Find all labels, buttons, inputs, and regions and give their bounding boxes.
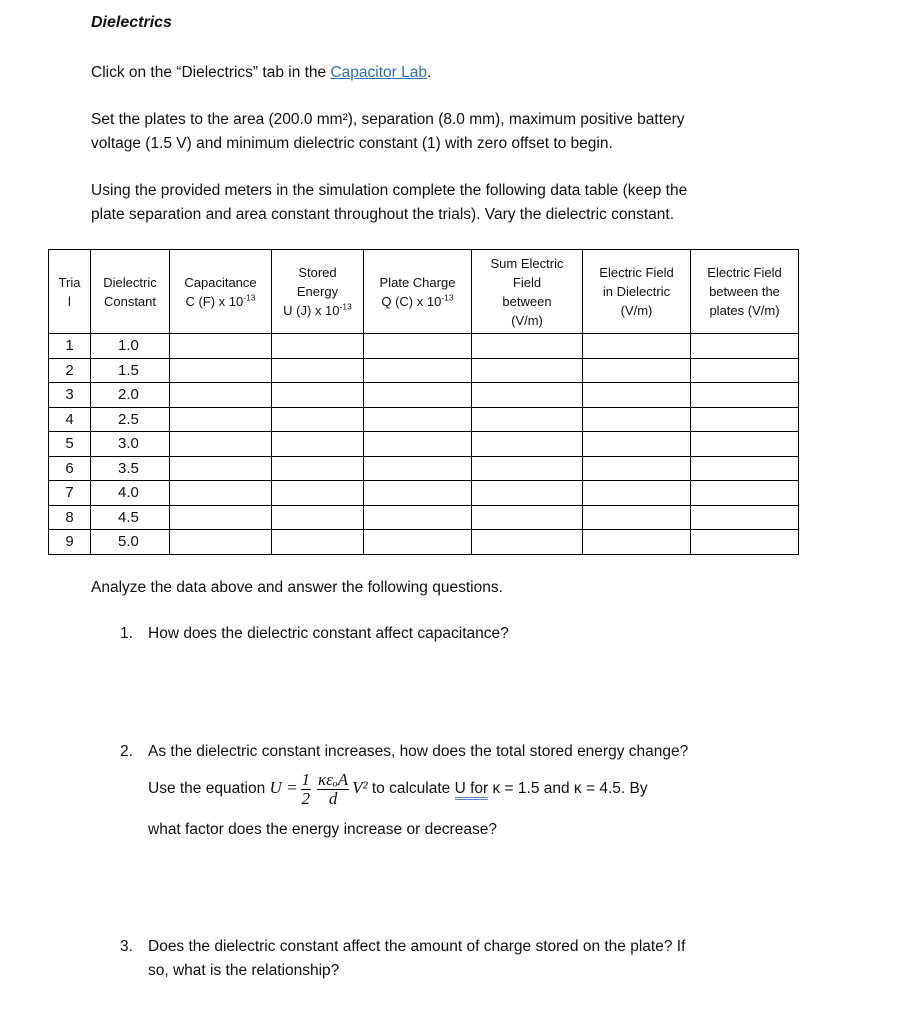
- dielectric-constant-cell: 1.0: [91, 334, 170, 359]
- empty-data-cell[interactable]: [272, 481, 364, 506]
- empty-data-cell[interactable]: [691, 456, 799, 481]
- dielectric-constant-cell: 4.0: [91, 481, 170, 506]
- energy-equation: U = $\frac{1}{2}$ $\frac{\text{κεₒA}}{d}$ V²: [269, 769, 368, 808]
- table-row: [49, 456, 799, 481]
- empty-data-cell[interactable]: [364, 358, 472, 383]
- data-table: [48, 249, 799, 555]
- setup-line-2: voltage (1.5 V) and minimum dielectric constant (1) with zero offset to begin.: [91, 135, 613, 152]
- header-sum-electric-field: Sum Electric Field between (V/m): [472, 250, 583, 334]
- dielectric-constant-cell: 2.5: [91, 407, 170, 432]
- header-dielectric-constant: Dielectric Constant: [91, 250, 170, 334]
- empty-data-cell[interactable]: [583, 432, 691, 457]
- table-row: [49, 407, 799, 432]
- instructions-line-2: plate separation and area constant throughout the trials). Vary the dielectric constant.: [91, 206, 675, 223]
- header-trial: Tria l: [49, 250, 91, 334]
- empty-data-cell[interactable]: [472, 481, 583, 506]
- empty-data-cell[interactable]: [691, 481, 799, 506]
- question-3-line-1: Does the dielectric constant affect the amount of charge stored on the plate? If: [148, 938, 686, 955]
- question-2-line-1: As the dielectric constant increases, how does the total stored energy change?: [148, 743, 689, 760]
- empty-data-cell[interactable]: [170, 530, 272, 555]
- intro-suffix: .: [427, 64, 432, 81]
- empty-data-cell[interactable]: [170, 505, 272, 530]
- dielectric-constant-cell: 3.5: [91, 456, 170, 481]
- empty-data-cell[interactable]: [364, 505, 472, 530]
- question-3-line-2: so, what is the relationship?: [148, 962, 340, 979]
- trial-number-cell: 4: [49, 407, 91, 432]
- question-3-number: 3.: [120, 938, 133, 955]
- empty-data-cell[interactable]: [472, 432, 583, 457]
- empty-data-cell[interactable]: [583, 481, 691, 506]
- empty-data-cell[interactable]: [583, 407, 691, 432]
- empty-data-cell[interactable]: [472, 383, 583, 408]
- dielectric-constant-cell: 3.0: [91, 432, 170, 457]
- header-field-in-dielectric: Electric Field in Dielectric (V/m): [583, 250, 691, 334]
- instructions-paragraph: [91, 179, 811, 227]
- question-2: [120, 740, 688, 764]
- empty-data-cell[interactable]: [691, 530, 799, 555]
- trial-number-cell: 9: [49, 530, 91, 555]
- empty-data-cell[interactable]: [472, 530, 583, 555]
- empty-data-cell[interactable]: [364, 383, 472, 408]
- header-plate-charge: Plate Charge Q (C) x $10^{-13}$: [364, 250, 472, 334]
- table-row: [49, 358, 799, 383]
- question-2-number: 2.: [120, 743, 133, 760]
- empty-data-cell[interactable]: [364, 456, 472, 481]
- trial-number-cell: 7: [49, 481, 91, 506]
- empty-data-cell[interactable]: [364, 432, 472, 457]
- capacitor-lab-link[interactable]: Capacitor Lab: [330, 64, 427, 81]
- empty-data-cell[interactable]: [472, 505, 583, 530]
- question-2-equation-line: [148, 768, 648, 809]
- table-row: [49, 432, 799, 457]
- empty-data-cell[interactable]: [691, 358, 799, 383]
- empty-data-cell[interactable]: [272, 432, 364, 457]
- table-row: [49, 334, 799, 359]
- question-1-number: 1.: [120, 625, 133, 642]
- trial-number-cell: 1: [49, 334, 91, 359]
- to-calculate-text: to calculate: [371, 780, 451, 797]
- trial-number-cell: 2: [49, 358, 91, 383]
- setup-line-1: Set the plates to the area (200.0 mm²), separation (8.0 mm), maximum positive battery: [91, 111, 685, 128]
- empty-data-cell[interactable]: [583, 383, 691, 408]
- empty-data-cell[interactable]: [583, 358, 691, 383]
- empty-data-cell[interactable]: [272, 456, 364, 481]
- empty-data-cell[interactable]: [691, 432, 799, 457]
- empty-data-cell[interactable]: [472, 456, 583, 481]
- question-2-line-3: what factor does the energy increase or decrease?: [148, 821, 497, 838]
- trial-number-cell: 8: [49, 505, 91, 530]
- empty-data-cell[interactable]: [272, 407, 364, 432]
- empty-data-cell[interactable]: [364, 481, 472, 506]
- empty-data-cell[interactable]: [691, 383, 799, 408]
- setup-paragraph: [91, 108, 811, 156]
- question-1: [120, 622, 509, 646]
- empty-data-cell[interactable]: [583, 334, 691, 359]
- analyze-instruction: Analyze the data above and answer the following questions.: [91, 579, 503, 596]
- table-row: [49, 383, 799, 408]
- intro-line: [91, 61, 811, 85]
- header-field-between-plates: Electric Field between the plates (V/m): [691, 250, 799, 334]
- dielectric-constant-cell: 5.0: [91, 530, 170, 555]
- header-capacitance: Capacitance C (F) x $10^{-13}$: [170, 250, 272, 334]
- trial-number-cell: 6: [49, 456, 91, 481]
- table-row: [49, 481, 799, 506]
- empty-data-cell[interactable]: [583, 505, 691, 530]
- empty-data-cell[interactable]: [272, 530, 364, 555]
- dielectric-constant-cell: 2.0: [91, 383, 170, 408]
- empty-data-cell[interactable]: [691, 334, 799, 359]
- empty-data-cell[interactable]: [170, 334, 272, 359]
- header-stored-energy: Stored Energy U (J) x $10^{-13}$: [272, 250, 364, 334]
- dielectric-constant-cell: 4.5: [91, 505, 170, 530]
- question-3: [120, 935, 685, 983]
- empty-data-cell[interactable]: [170, 456, 272, 481]
- empty-data-cell[interactable]: [472, 358, 583, 383]
- kappa-values-text: κ = 1.5 and κ = 4.5. By: [492, 780, 648, 797]
- empty-data-cell[interactable]: [364, 530, 472, 555]
- empty-data-cell[interactable]: [170, 432, 272, 457]
- instructions-line-1: Using the provided meters in the simulation complete the following data table (keep the: [91, 182, 688, 199]
- empty-data-cell[interactable]: [272, 334, 364, 359]
- empty-data-cell[interactable]: [583, 530, 691, 555]
- table-header-row: [49, 250, 799, 334]
- question-1-text: How does the dielectric constant affect capacitance?: [148, 625, 509, 642]
- equation-intro: Use the equation: [148, 780, 266, 797]
- intro-prefix: Click on the “Dielectrics” tab in the: [91, 64, 331, 81]
- empty-data-cell[interactable]: [691, 505, 799, 530]
- empty-data-cell[interactable]: [170, 407, 272, 432]
- empty-data-cell[interactable]: [272, 383, 364, 408]
- trial-number-cell: 5: [49, 432, 91, 457]
- page-heading: Dielectrics: [91, 14, 172, 31]
- empty-data-cell[interactable]: [583, 456, 691, 481]
- table-row: [49, 530, 799, 555]
- trial-number-cell: 3: [49, 383, 91, 408]
- empty-data-cell[interactable]: [472, 334, 583, 359]
- empty-data-cell[interactable]: [170, 481, 272, 506]
- empty-data-cell[interactable]: [472, 407, 583, 432]
- empty-data-cell[interactable]: [691, 407, 799, 432]
- empty-data-cell[interactable]: [272, 505, 364, 530]
- empty-data-cell[interactable]: [272, 358, 364, 383]
- empty-data-cell[interactable]: [364, 407, 472, 432]
- empty-data-cell[interactable]: [170, 383, 272, 408]
- table-row: [49, 505, 799, 530]
- u-for-text: U for: [455, 780, 489, 800]
- empty-data-cell[interactable]: [364, 334, 472, 359]
- empty-data-cell[interactable]: [170, 358, 272, 383]
- dielectric-constant-cell: 1.5: [91, 358, 170, 383]
